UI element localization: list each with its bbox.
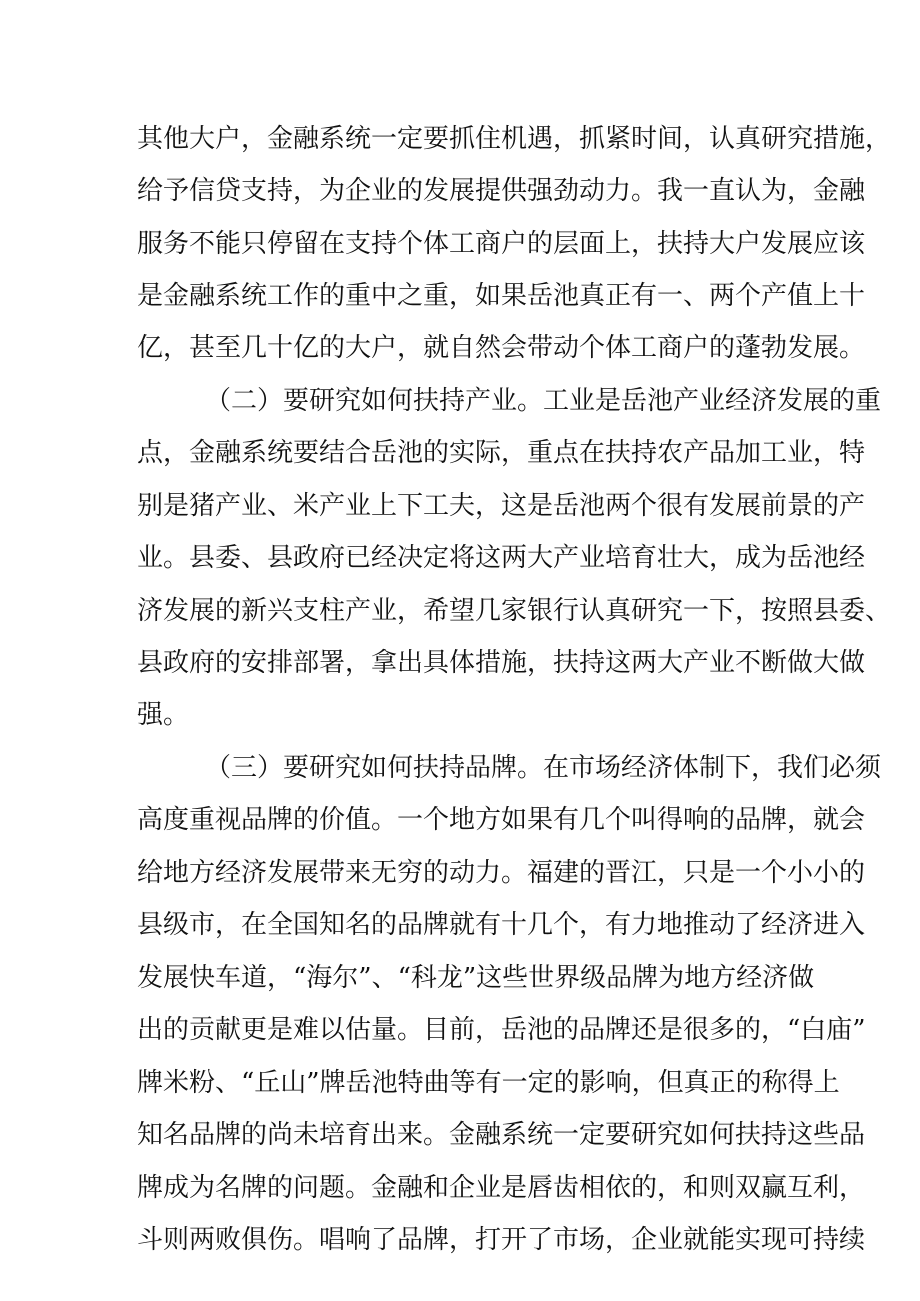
body-line: 知名品牌的尚未培育出来。金融系统一定要研究如何扶持这些品	[137, 1120, 866, 1150]
body-line: 县级市，在全国知名的品牌就有十几个，有力地推动了经济进入	[137, 910, 866, 940]
body-line: 济发展的新兴支柱产业，希望几家银行认真研究一下，按照县委、	[137, 596, 892, 626]
body-line: 是金融系统工作的重中之重，如果岳池真正有一、两个产值上十	[137, 281, 866, 311]
body-line: 出的贡献更是难以估量。目前，岳池的品牌还是很多的，“白庙”	[137, 1015, 866, 1045]
body-line: 给地方经济发展带来无穷的动力。福建的晋江，只是一个小小的	[137, 858, 866, 888]
body-line: 业。县委、县政府已经决定将这两大产业培育壮大，成为岳池经	[137, 543, 866, 573]
body-line: 强。	[137, 700, 190, 730]
body-line: 亿，甚至几十亿的大户，就自然会带动个体工商户的蓬勃发展。	[137, 333, 866, 363]
body-line: 发展快车道，“海尔”、“科龙”这些世界级品牌为地方经济做	[137, 963, 815, 993]
body-line: 给予信贷支持，为企业的发展提供强劲动力。我一直认为，金融	[137, 176, 866, 206]
body-line: 高度重视品牌的价值。一个地方如果有几个叫得响的品牌，就会	[137, 805, 866, 835]
body-line: 其他大户，金融系统一定要抓住机遇，抓紧时间，认真研究措施，	[137, 124, 892, 154]
body-line: 牌米粉、“丘山”牌岳池特曲等有一定的影响，但真正的称得上	[137, 1068, 840, 1098]
section-2-heading-line: （二）要研究如何扶持产业。工业是岳池产业经济发展的重	[205, 386, 882, 416]
body-line: 牌成为名牌的问题。金融和企业是唇齿相依的，和则双赢互利，	[137, 1173, 866, 1203]
section-3-heading-line: （三）要研究如何扶持品牌。在市场经济体制下，我们必须	[205, 753, 882, 783]
body-line: 县政府的安排部署，拿出具体措施，扶持这两大产业不断做大做	[137, 648, 866, 678]
body-line: 点，金融系统要结合岳池的实际，重点在扶持农产品加工业，特	[137, 438, 866, 468]
body-line: 服务不能只停留在支持个体工商户的层面上，扶持大户发展应该	[137, 229, 866, 259]
body-line: 斗则两败俱伤。唱响了品牌，打开了市场，企业就能实现可持续	[137, 1225, 866, 1255]
body-line: 别是猪产业、米产业上下工夫，这是岳池两个很有发展前景的产	[137, 491, 866, 521]
